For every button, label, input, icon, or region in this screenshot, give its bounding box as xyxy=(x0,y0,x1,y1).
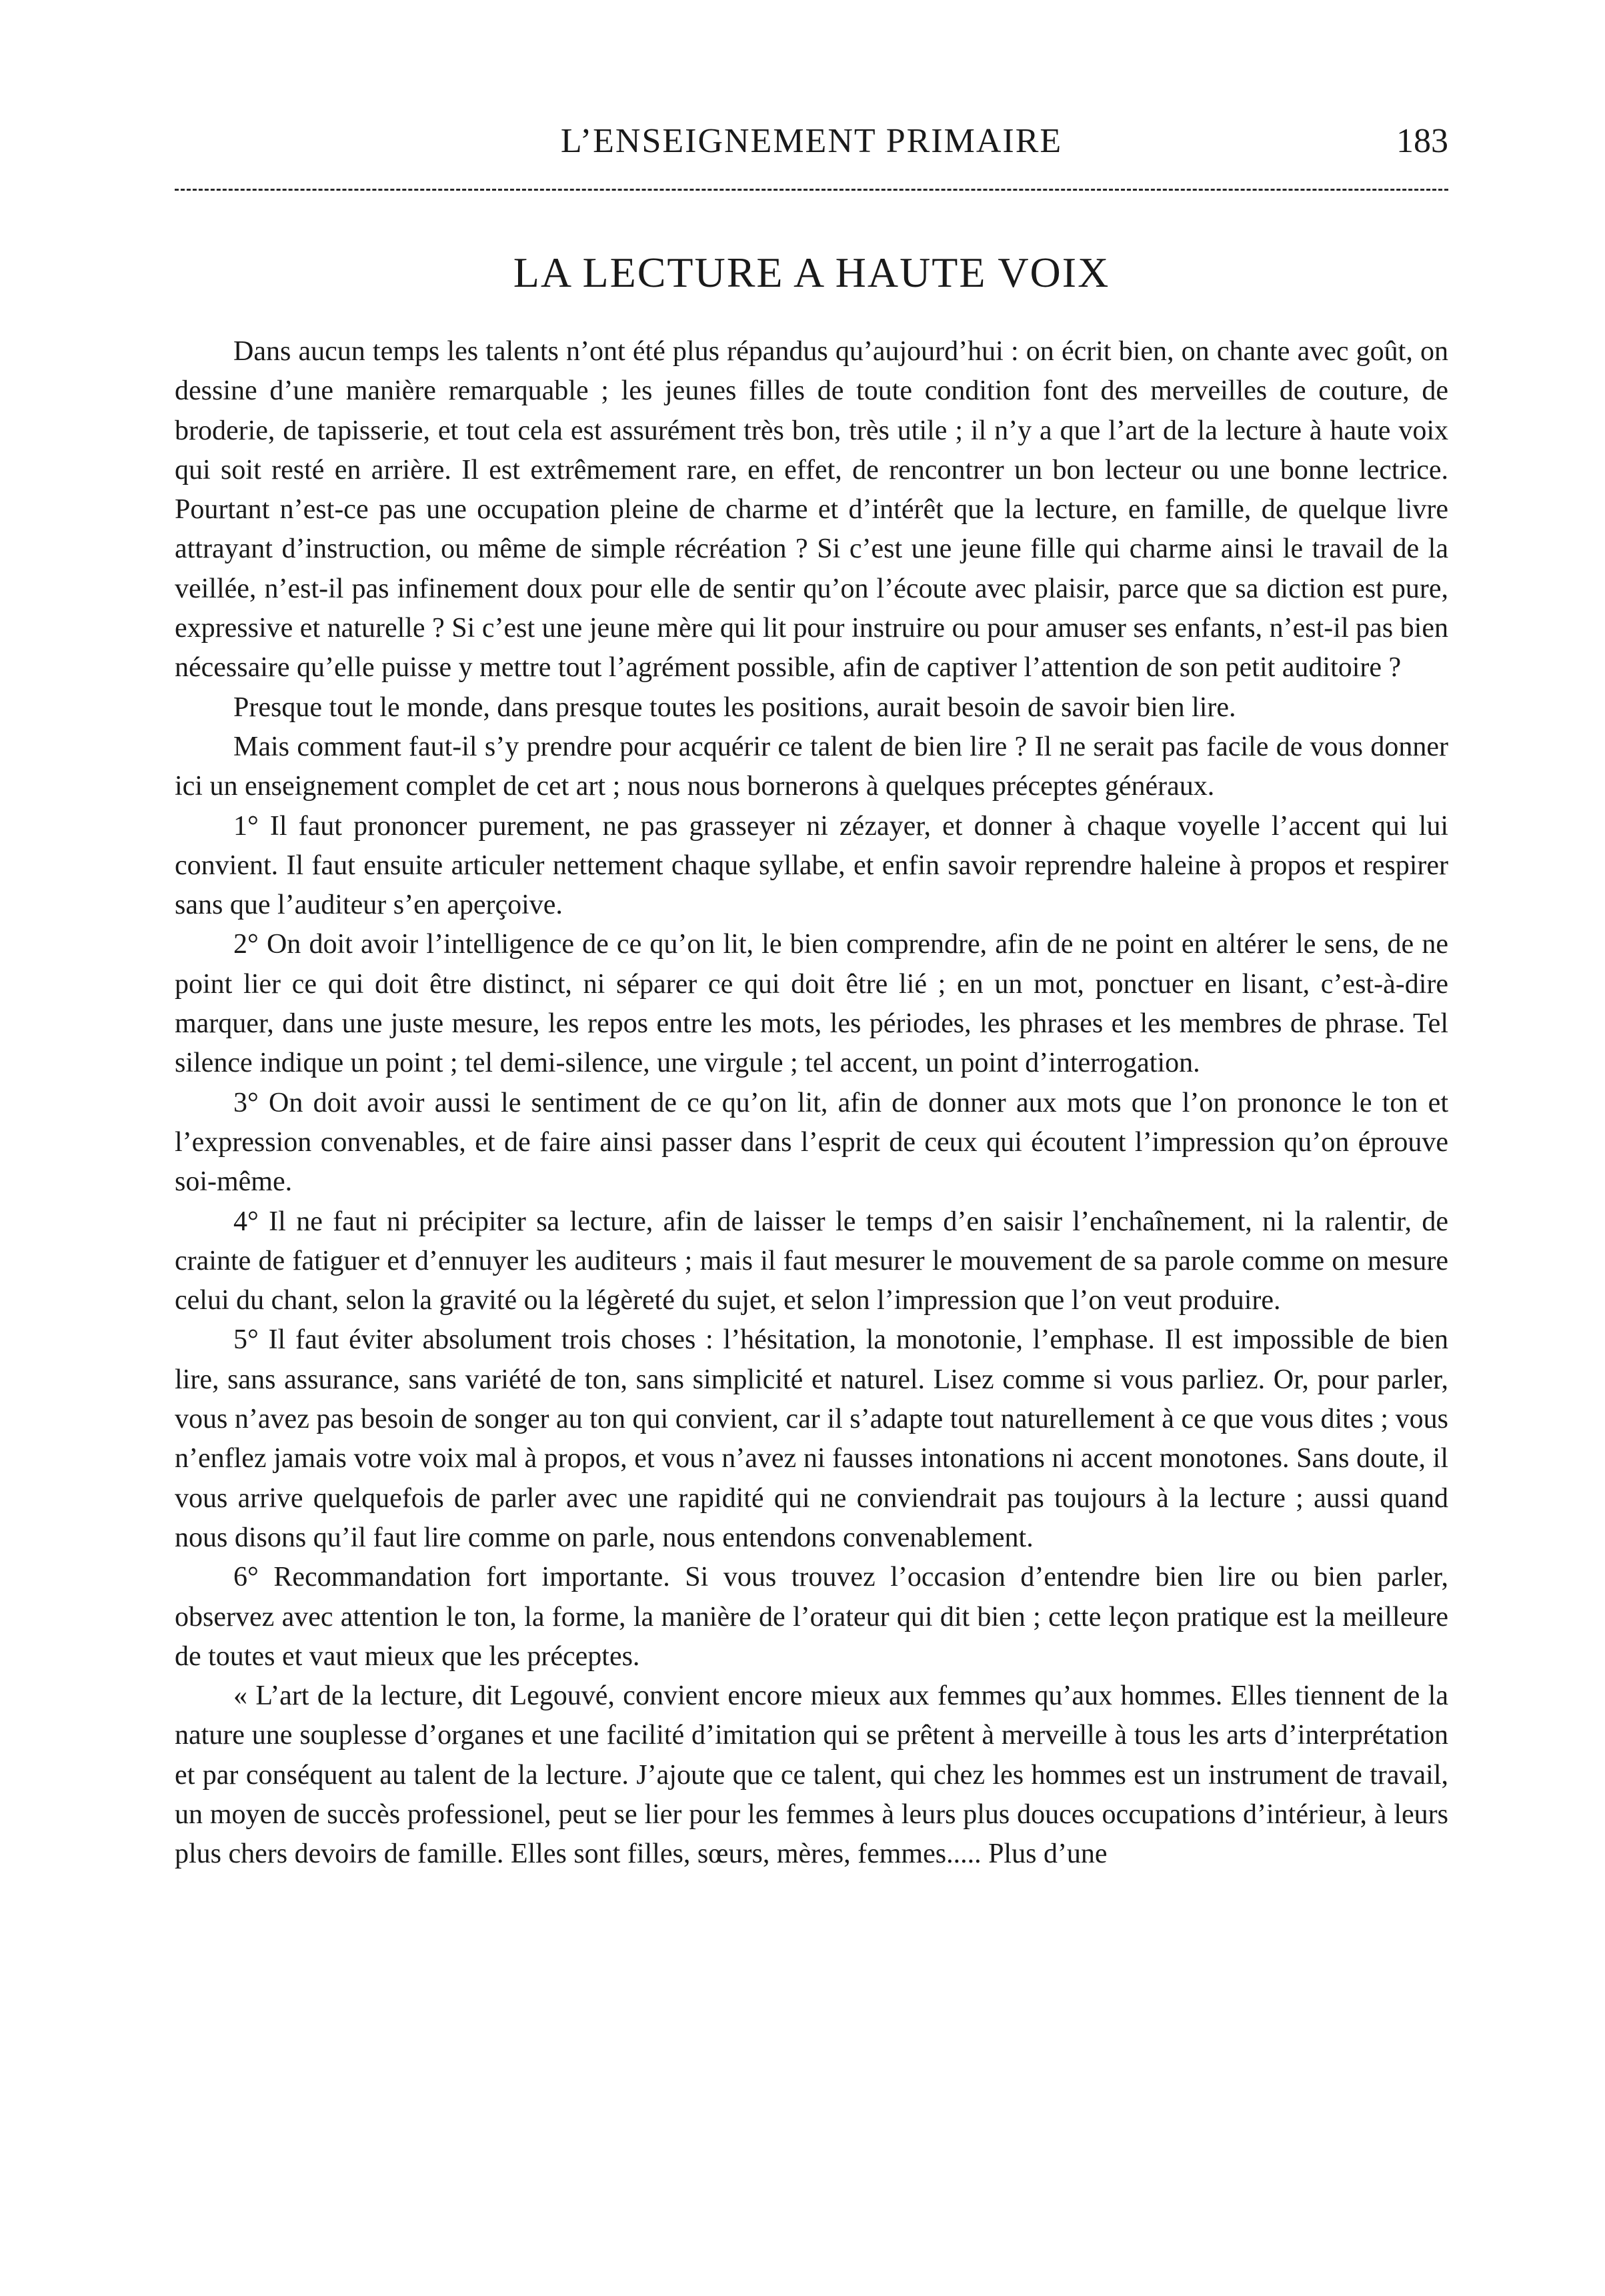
page-number: 183 xyxy=(1396,122,1448,160)
paragraph-rule-1: 1° Il faut prononcer purement, ne pas grasseyer ni zézayer, et donner à chaque voyelle l’accent qui lui convient. Il faut ensuite articuler nettement chaque syllabe, et enfin savoir reprendre haleine à propos et respirer sans que l’auditeur s’en aperçoive. xyxy=(175,810,1448,921)
paragraph-everyone: Presque tout le monde, dans presque toutes les positions, aurait besoin de savoir bien lire. xyxy=(233,692,1236,723)
paragraph-rule-4: 4° Il ne faut ni précipiter sa lecture, afin de laisser le temps d’en saisir l’enchaînement, ni la ralentir, de crainte de fatiguer et d’ennuyer les auditeurs ; mais il faut mesurer le mouvement de sa parole comme on mesure celui du chant, selon la gravité ou la légèreté du sujet, et selon l’impression que l’on veut produire. xyxy=(175,1206,1448,1316)
paragraph-rule-3: 3° On doit avoir aussi le sentiment de ce qu’on lit, afin de donner aux mots que l’on prononce le ton et l’expression convenables, et de faire ainsi passer dans l’esprit de ceux qui écoutent l’impression qu’on éprouve soi-même. xyxy=(175,1087,1448,1198)
running-header xyxy=(175,121,1448,168)
paragraph-legouve-quote: « L’art de la lecture, dit Legouvé, convient encore mieux aux femmes qu’aux hommes. Elles tiennent de la nature une souplesse d’organes et une facilité d’imitation qui se prêtent à merveille à tous les arts d’interprétation et par conséquent au talent de la lecture. J’ajoute que ce talent, qui chez les hommes est un instrument de travail, un moyen de succès professionel, peut se lier pour les femmes à leurs plus douces occupations d’intérieur, à leurs plus chers devoirs de famille. Elles sont filles, sœurs, mères, femmes..... Plus d’une xyxy=(175,1680,1448,1870)
header-rule xyxy=(175,189,1448,191)
article-title: LA LECTURE A HAUTE VOIX xyxy=(513,249,1110,296)
paragraph-intro: Dans aucun temps les talents n’ont été plus répandus qu’aujourd’hui : on écrit bien, on chante avec goût, on dessine d’une manière remarquable ; les jeunes filles de toute condition font des merveilles de couture, de broderie, de tapisserie, et tout cela est assurément très bon, très utile ; il n’y a que l’art de la lecture à haute voix qui soit resté en arrière. Il est extrêmement rare, en effet, de rencontrer un bon lecteur ou une bonne lectrice. Pourtant n’est-ce pas une occupation pleine de charme et d’intérêt que la lecture, en famille, de quelque livre attrayant d’instruction, ou même de simple récréation ? Si c’est une jeune fille qui charme ainsi le travail de la veillée, n’est-il pas infinement doux pour elle de sentir qu’on l’écoute avec plaisir, parce que sa diction est pure, expressive et naturelle ? Si c’est une jeune mère qui lit pour instruire ou pour amuser ses enfants, n’est-il pas bien nécessaire qu’elle puisse y mettre tout l’agrément possible, afin de captiver l’attention de son petit auditoire ? xyxy=(175,336,1448,684)
running-title: L’ENSEIGNEMENT PRIMAIRE xyxy=(560,122,1063,160)
paragraph-rule-2: 2° On doit avoir l’intelligence de ce qu’on lit, le bien comprendre, afin de ne point en altérer le sens, de ne point lier ce qui doit être distinct, ni séparer ce qui doit être lié ; en un mot, ponctuer en lisant, c’est-à-dire marquer, dans une juste mesure, les repos entre les mots, les périodes, les phrases et les membres de phrase. Tel silence indique un point ; tel demi-silence, une virgule ; tel accent, un point d’interrogation. xyxy=(175,929,1448,1079)
paragraph-rule-6: 6° Recommandation fort importante. Si vous trouvez l’occasion d’entendre bien lire ou bien parler, observez avec attention le ton, la forme, la manière de l’orateur qui dit bien ; cette leçon pratique est la meilleure de toutes et vaut mieux que les préceptes. xyxy=(175,1562,1448,1672)
paragraph-how: Mais comment faut-il s’y prendre pour acquérir ce talent de bien lire ? Il ne serait pas facile de vous donner ici un enseignement complet de cet art ; nous nous bornerons à quelques préceptes généraux. xyxy=(175,731,1448,802)
paragraph-rule-5: 5° Il faut éviter absolument trois choses : l’hésitation, la monotonie, l’emphase. Il est impossible de bien lire, sans assurance, sans variété de ton, sans simplicité et naturel. Lisez comme si vous parliez. Or, pour parler, vous n’avez pas besoin de songer au ton qui convient, car il s’adapte tout naturellement à ce que vous dites ; vous n’enflez jamais votre voix mal à propos, et vous n’avez ni fausses intonations ni accent monotones. Sans doute, il vous arrive quelquefois de parler avec une rapidité qui ne conviendrait pas toujours à la lecture ; aussi quand nous disons qu’il faut lire comme on parle, nous entendons convenablement. xyxy=(175,1324,1448,1553)
article-body xyxy=(175,332,1448,1875)
